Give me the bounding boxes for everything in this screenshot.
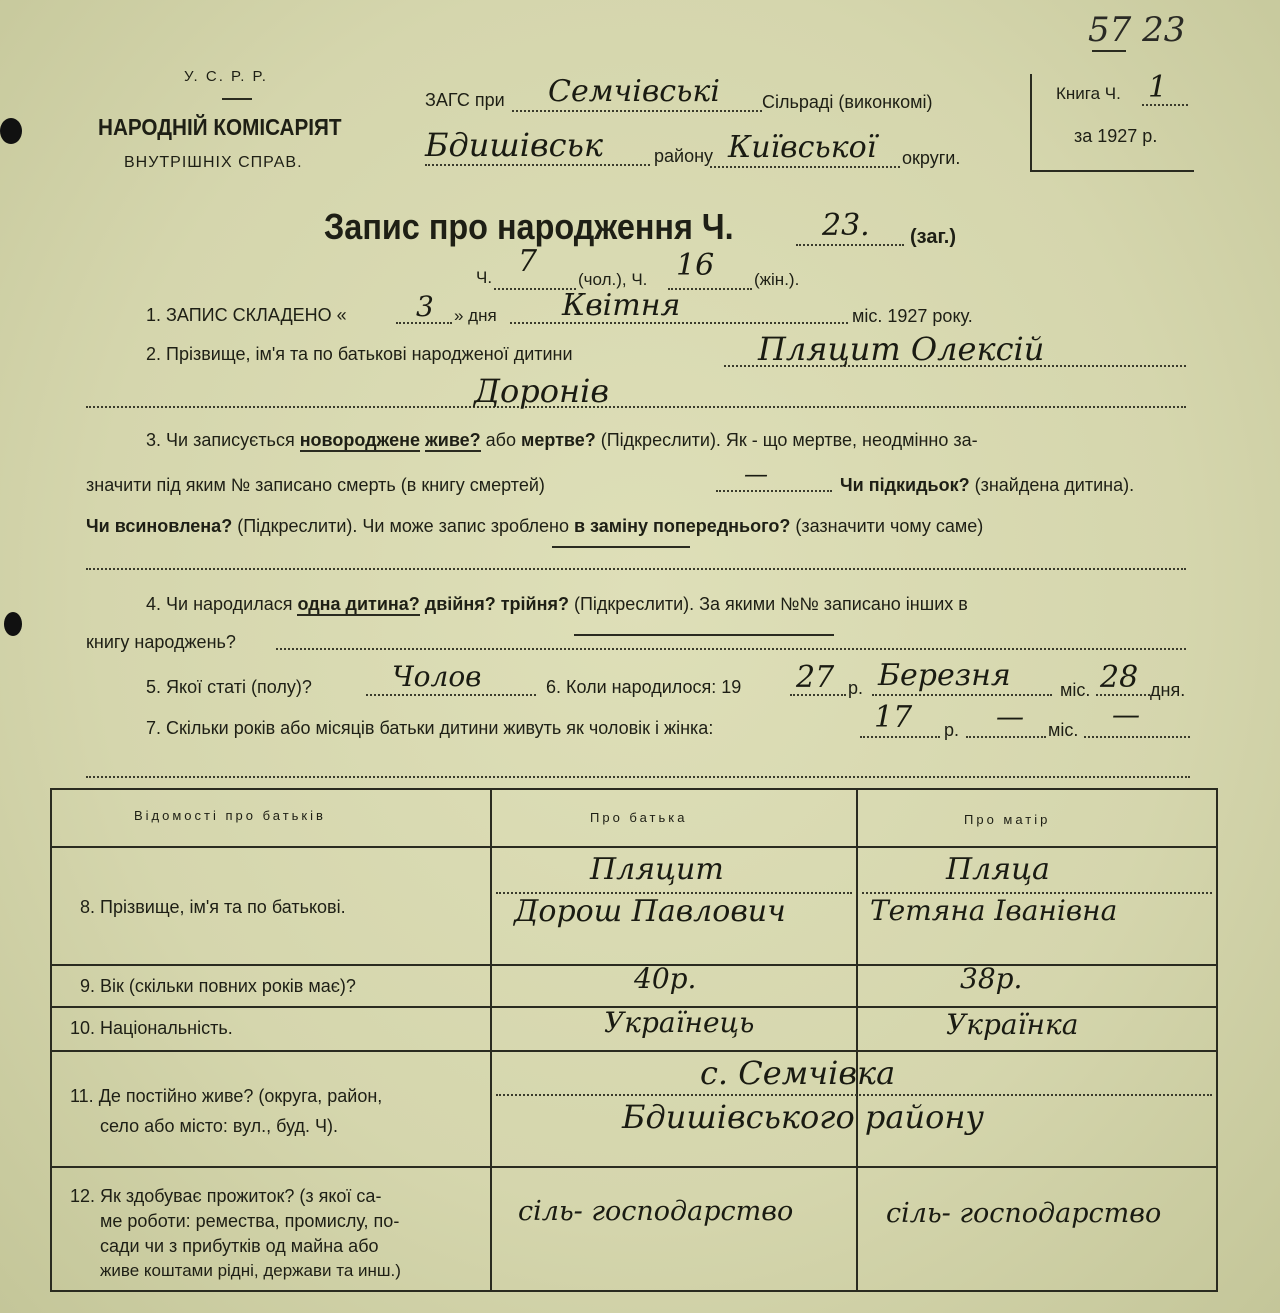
record-title: Запис про народження Ч. (324, 206, 734, 247)
item3-alive: живе? (425, 430, 481, 450)
table-header-mother: Про матір (964, 812, 1051, 827)
binder-hole-top (0, 118, 22, 144)
item1-mid: » дня (454, 306, 497, 325)
row8-mother-surname: Пляца (946, 852, 1050, 887)
table-header-parents: Відомості про батьків (134, 808, 326, 823)
item3-adopted: Чи всиновлена? (86, 516, 233, 536)
handwritten-underline (552, 546, 690, 548)
record-number-line (796, 244, 904, 246)
item7-months-line (966, 736, 1046, 738)
row12-mother: сіль- господарство (886, 1198, 1162, 1229)
item7-line2 (86, 776, 1190, 778)
item7-label: 7. Скільки років або місяців батьки дитини живуть як чоловік і жінка: (146, 718, 714, 738)
item1-label: 1. ЗАПИС СКЛАДЕНО « (146, 305, 347, 325)
row11-label-1: 11. Де постійно живе? (округа, район, (70, 1086, 383, 1106)
item3-or: або (480, 430, 522, 450)
header-dash (222, 98, 252, 100)
book-number: 1 (1148, 70, 1168, 105)
row12-label-4: живе коштами рідні, держави та инш.) (100, 1261, 401, 1280)
item3-foundling-note: (знайдена дитина). (969, 475, 1135, 495)
item5-label: 5. Якої статі (полу)? (146, 677, 312, 697)
row12-label-1: 12. Як здобуває прожиток? (з якої са- (70, 1186, 382, 1206)
row10-father: Українець (604, 1006, 755, 1039)
item7-r: р. (944, 720, 960, 740)
row8-father-surname: Пляцит (590, 852, 724, 887)
item6-label: 6. Коли народилося: 19 (546, 677, 742, 697)
item7-years: 17 (874, 700, 913, 735)
record-number: 23. (822, 208, 870, 243)
row10-label: 10. Національність. (70, 1018, 233, 1038)
commissariat-title: НАРОДНІЙ КОМІСАРІЯТ (98, 114, 342, 140)
row11-value-1: с. Семчівка (700, 1054, 896, 1092)
item3-replace: в заміну попереднього? (573, 516, 791, 536)
item4-twins: двійня? (419, 594, 496, 614)
item3-line1 (146, 430, 978, 451)
zags-suffix: Сільраді (виконкомі) (762, 92, 933, 112)
row12-father: сіль- господарство (518, 1196, 794, 1227)
item3-death-value: — (744, 460, 768, 488)
r11-dots (496, 1094, 1212, 1096)
item4-line1 (146, 594, 968, 615)
item1-end: міс. 1927 року. (852, 306, 973, 326)
zags-value: Семчівські (548, 74, 720, 109)
female-label: (жін.). (754, 270, 800, 289)
item7-tail-line (1084, 736, 1190, 738)
table-hline-4 (50, 1050, 1218, 1052)
female-number: 16 (676, 248, 715, 283)
item4-text: 4. Чи народилася (146, 594, 298, 614)
table-hline-5 (50, 1166, 1218, 1168)
district-value: Бдишівськ (425, 126, 604, 164)
item3-text-tail: (Підкреслити). Як - що мертве, неодмінно за- (595, 430, 978, 450)
binder-hole-bottom (4, 612, 22, 636)
table-vline-2 (856, 788, 858, 1292)
item2-line2 (86, 406, 1186, 408)
item7-years-line (860, 736, 940, 738)
zags-line (512, 110, 762, 112)
item5-line (366, 694, 536, 696)
table-header-father: Про батька (590, 810, 688, 825)
item3-line4 (86, 568, 1186, 570)
row8-father-name: Дорош Павлович (514, 894, 786, 929)
okruga-line (710, 166, 900, 168)
record-general: (заг.) (910, 226, 957, 248)
item2-value: Пляцит Олексій (758, 330, 1045, 368)
row12-label-2: ме роботи: ремества, промислу, по- (100, 1211, 400, 1231)
zags-prefix: ЗАГС при (425, 90, 505, 110)
male-number: 7 (518, 244, 538, 279)
row9-label: 9. Вік (скільки повних років має)? (80, 976, 356, 996)
okruga-value: Київської (728, 130, 877, 165)
item3-text: 3. Чи записується (146, 430, 300, 450)
table-hline-1 (50, 846, 1218, 848)
row9-father: 40р. (634, 962, 697, 995)
district-label: району (654, 146, 714, 166)
item7-mis: міс. (1048, 720, 1079, 740)
item6-month: Березня (878, 658, 1011, 693)
item2-label: 2. Прізвище, ім'я та по батькові народженої дитини (146, 344, 573, 364)
okruga-label: округи. (902, 148, 961, 168)
item1-day: 3 (416, 290, 434, 323)
item1-month: Квітня (562, 288, 681, 323)
book-label: Книга Ч. (1056, 84, 1121, 103)
row11-value-2: Бдишівського району (622, 1098, 984, 1136)
item2-value2: Доронів (474, 372, 609, 410)
row10-mother: Українка (946, 1008, 1079, 1041)
item3-replace-note: (зазначити чому саме) (790, 516, 984, 536)
item4-text-tail: (Підкреслити). За якими №№ записано інших в (568, 594, 968, 614)
item3-newborn: новороджене (299, 430, 420, 450)
item6-day: 28 (1100, 660, 1139, 695)
item6-r: р. (848, 678, 864, 698)
row11-label-2: село або місто: вул., буд. Ч). (100, 1116, 338, 1136)
item3-foundling: Чи підкидьок? (840, 475, 970, 495)
item3-line2a: значити під яким № записано смерть (в книгу смертей) (86, 475, 545, 495)
record-ch-label: Ч. (476, 268, 493, 287)
row9-mother: 38р. (960, 962, 1023, 995)
handwritten-underline-2 (574, 634, 834, 636)
item7-tail: — (1112, 698, 1140, 731)
item5-value: Чолов (392, 660, 482, 693)
item6-mis: міс. (1060, 680, 1091, 700)
item4-triplets: трійня? (495, 594, 569, 614)
ministry-title: ВНУТРІШНІХ СПРАВ. (124, 154, 303, 171)
item3-line3 (86, 516, 983, 537)
item3-line2b (840, 475, 1134, 496)
item6-dnya: дня. (1150, 680, 1186, 700)
item6-year: 27 (796, 660, 835, 695)
item6-month-line (872, 694, 1052, 696)
table-vline-1 (490, 788, 492, 1292)
item4-line2: книгу народжень? (86, 632, 236, 652)
row8-mother-name: Тетяна Іванівна (870, 894, 1118, 927)
item3-dead: мертве? (521, 430, 596, 450)
item3-death-line (716, 490, 832, 492)
row8-label: 8. Прізвище, ім'я та по батькові. (80, 897, 346, 917)
item4-line2-dots (276, 648, 1186, 650)
corner-underline (1092, 50, 1126, 52)
book-year: за 1927 р. (1074, 126, 1158, 146)
ussr-label: У. С. Р. Р. (184, 68, 268, 85)
male-label: (чол.), Ч. (578, 270, 648, 289)
district-line (425, 164, 650, 166)
item3-replace-text: (Підкреслити). Чи може запис зроблено (232, 516, 574, 536)
item7-months: — (996, 700, 1024, 733)
female-line (668, 288, 752, 290)
row12-label-3: сади чи з прибутків од майна або (100, 1236, 379, 1256)
item4-single: одна дитина? (297, 594, 420, 614)
corner-numbers: 57 23 (1088, 10, 1186, 50)
